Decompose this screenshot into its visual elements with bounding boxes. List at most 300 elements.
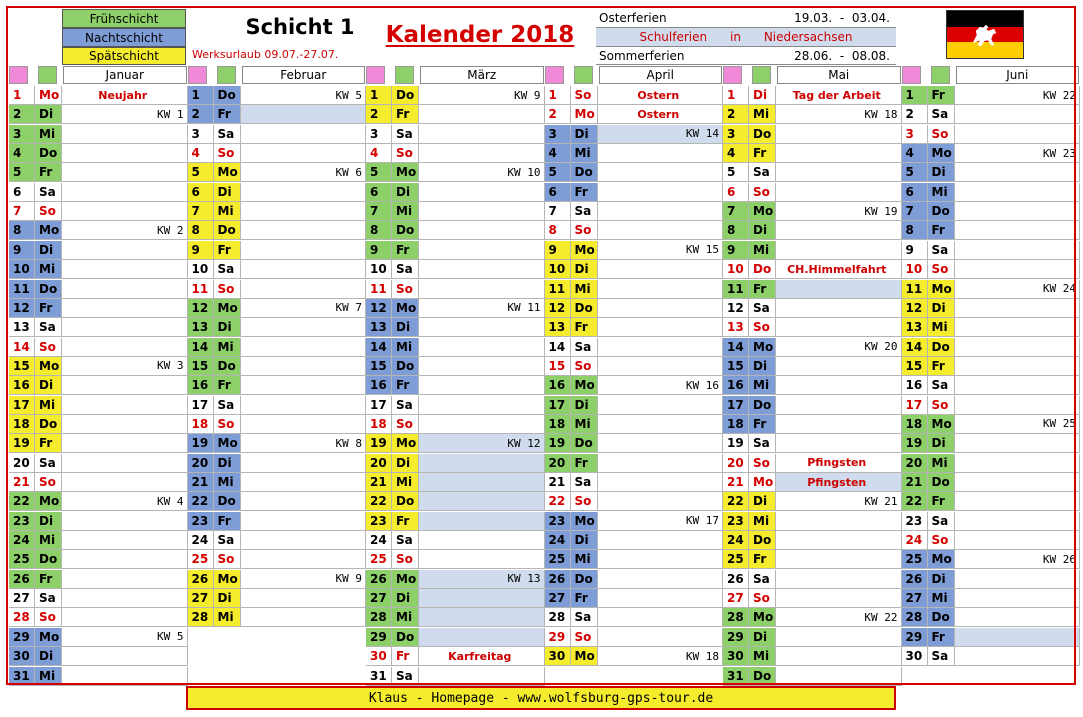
weekday: Mi	[35, 531, 62, 550]
day-number: 26	[545, 570, 571, 589]
week-info	[419, 202, 545, 221]
week-info: KW 16	[598, 376, 724, 395]
week-info	[62, 260, 188, 279]
week-info	[241, 473, 367, 492]
week-info	[776, 531, 902, 550]
weekday: Mo	[35, 628, 62, 647]
weekday: Fr	[928, 492, 955, 511]
week-info	[62, 376, 188, 395]
weekday: Fr	[35, 570, 62, 589]
day-number: 13	[902, 318, 928, 337]
weekday: Di	[392, 318, 419, 337]
weekday: Mo	[392, 299, 419, 318]
week-info	[776, 221, 902, 240]
week-info: KW 10	[419, 163, 545, 182]
week-info	[598, 260, 724, 279]
weekday: Do	[35, 550, 62, 569]
weekday: Mo	[749, 202, 776, 221]
week-info: KW 9	[241, 570, 367, 589]
weekday: So	[571, 628, 598, 647]
week-info	[62, 202, 188, 221]
weekday: Do	[749, 260, 776, 279]
weekday: Mo	[35, 492, 62, 511]
week-info: KW 22	[955, 86, 1081, 105]
week-info	[241, 144, 367, 163]
day-number: 4	[366, 144, 392, 163]
day-number: 5	[902, 163, 928, 182]
footer-homepage-link[interactable]: Klaus - Homepage - www.wolfsburg-gps-tour.de	[186, 686, 896, 710]
day-number: 2	[9, 105, 35, 124]
day-number: 30	[902, 647, 928, 666]
legend-fruehschicht: Frühschicht	[62, 9, 186, 28]
day-number: 14	[188, 338, 214, 357]
day-number: 21	[366, 473, 392, 492]
weekday: Sa	[571, 202, 598, 221]
weekday: Do	[392, 628, 419, 647]
day-number: 9	[366, 241, 392, 260]
day-number: 8	[545, 221, 571, 240]
week-info	[598, 183, 724, 202]
week-info	[776, 299, 902, 318]
week-info	[776, 570, 902, 589]
weekday: Fr	[392, 376, 419, 395]
weekday: Mi	[571, 415, 598, 434]
day-number: 1	[902, 86, 928, 105]
weekday: Di	[749, 221, 776, 240]
schulferien-row	[596, 28, 896, 47]
weekday: Do	[35, 415, 62, 434]
weekday: So	[392, 280, 419, 299]
week-info	[241, 318, 367, 337]
day-number: 10	[545, 260, 571, 279]
week-info	[776, 667, 902, 686]
weekday: Fr	[392, 647, 419, 666]
day-number: 1	[366, 86, 392, 105]
weekday: Di	[214, 183, 241, 202]
week-info	[776, 144, 902, 163]
day-number: 25	[9, 550, 35, 569]
weekday: Do	[392, 492, 419, 511]
weekday: Di	[749, 492, 776, 511]
week-info	[776, 628, 902, 647]
weekday: Sa	[749, 434, 776, 453]
day-number: 17	[723, 396, 749, 415]
week-info	[62, 415, 188, 434]
week-info	[241, 338, 367, 357]
day-number: 20	[902, 454, 928, 473]
day-number: 29	[9, 628, 35, 647]
weekday: Sa	[214, 125, 241, 144]
week-info	[62, 125, 188, 144]
week-info	[419, 221, 545, 240]
month-marker-pink	[188, 66, 207, 84]
week-info	[955, 531, 1081, 550]
week-info	[62, 144, 188, 163]
weekday: Mo	[571, 376, 598, 395]
day-number: 20	[366, 454, 392, 473]
weekday: Di	[392, 454, 419, 473]
day-number: 31	[366, 667, 392, 686]
day-number: 18	[545, 415, 571, 434]
week-info	[241, 454, 367, 473]
day-number: 24	[366, 531, 392, 550]
day-number: 5	[723, 163, 749, 182]
weekday: Mo	[392, 570, 419, 589]
weekday: Fr	[571, 318, 598, 337]
weekday: Di	[35, 105, 62, 124]
weekday: Do	[214, 492, 241, 511]
weekday: Sa	[928, 241, 955, 260]
day-number: 7	[9, 202, 35, 221]
week-info	[955, 163, 1081, 182]
day-number: 19	[723, 434, 749, 453]
week-info	[955, 105, 1081, 124]
week-info	[62, 647, 188, 666]
weekday: Mi	[392, 202, 419, 221]
weekday: Mi	[571, 144, 598, 163]
weekday: Sa	[214, 531, 241, 550]
weekday: Mo	[392, 434, 419, 453]
week-info	[955, 647, 1081, 666]
day-number: 6	[723, 183, 749, 202]
day-number: 24	[723, 531, 749, 550]
weekday: Di	[214, 589, 241, 608]
month-marker-green	[217, 66, 236, 84]
day-number: 4	[9, 144, 35, 163]
weekday: Mo	[571, 512, 598, 531]
weekday: So	[749, 589, 776, 608]
day-number: 9	[188, 241, 214, 260]
weekday: Mi	[749, 376, 776, 395]
week-info	[419, 338, 545, 357]
day-number: 13	[188, 318, 214, 337]
month-header: Juni	[956, 66, 1080, 84]
week-info	[62, 589, 188, 608]
week-info	[955, 628, 1081, 647]
weekday: Do	[571, 299, 598, 318]
week-info: KW 26	[955, 550, 1081, 569]
day-number: 13	[9, 318, 35, 337]
weekday: Mi	[214, 608, 241, 627]
weekday: Mi	[928, 454, 955, 473]
day-number: 11	[9, 280, 35, 299]
day-number: 21	[723, 473, 749, 492]
weekday: Fr	[214, 512, 241, 531]
day-number: 26	[902, 570, 928, 589]
weekday: Sa	[392, 396, 419, 415]
week-info	[419, 531, 545, 550]
weekday: Sa	[928, 376, 955, 395]
weekday: So	[571, 492, 598, 511]
day-number: 19	[902, 434, 928, 453]
day-number: 7	[366, 202, 392, 221]
week-info	[776, 647, 902, 666]
day-number: 30	[366, 647, 392, 666]
day-number: 15	[902, 357, 928, 376]
week-info	[776, 357, 902, 376]
weekday: Di	[928, 299, 955, 318]
week-info	[955, 608, 1081, 627]
week-info	[62, 570, 188, 589]
week-info	[62, 338, 188, 357]
weekday: Fr	[35, 163, 62, 182]
day-number: 16	[723, 376, 749, 395]
weekday: Fr	[392, 512, 419, 531]
day-number: 15	[723, 357, 749, 376]
day-number: 6	[902, 183, 928, 202]
week-info	[776, 280, 902, 299]
week-info	[241, 531, 367, 550]
legend-nachtschicht: Nachtschicht	[62, 28, 186, 47]
weekday: Sa	[392, 531, 419, 550]
day-number: 10	[902, 260, 928, 279]
day-number: 8	[723, 221, 749, 240]
weekday: So	[749, 454, 776, 473]
weekday: So	[214, 415, 241, 434]
day-number: 4	[545, 144, 571, 163]
day-number: 10	[723, 260, 749, 279]
day-number: 28	[902, 608, 928, 627]
week-info	[598, 396, 724, 415]
weekday: Mi	[35, 260, 62, 279]
weekday: Mi	[392, 338, 419, 357]
day-number: 22	[723, 492, 749, 511]
weekday: So	[571, 86, 598, 105]
day-number: 24	[9, 531, 35, 550]
week-info	[241, 492, 367, 511]
day-number: 1	[545, 86, 571, 105]
week-info	[955, 241, 1081, 260]
week-info	[776, 376, 902, 395]
weekday: Mi	[571, 550, 598, 569]
week-info: KW 25	[955, 415, 1081, 434]
week-info: KW 12	[419, 434, 545, 453]
day-number: 18	[188, 415, 214, 434]
day-number: 24	[545, 531, 571, 550]
weekday: Mo	[214, 163, 241, 182]
week-info	[62, 241, 188, 260]
day-number: 25	[366, 550, 392, 569]
month-marker-green	[752, 66, 771, 84]
day-number: 21	[188, 473, 214, 492]
weekday: Sa	[392, 667, 419, 686]
weekday: Fr	[35, 299, 62, 318]
week-info	[598, 338, 724, 357]
week-info	[776, 512, 902, 531]
weekday: Mo	[571, 105, 598, 124]
weekday: Mi	[749, 647, 776, 666]
day-number: 25	[545, 550, 571, 569]
day-number: 31	[723, 667, 749, 686]
week-info	[598, 163, 724, 182]
week-info	[419, 376, 545, 395]
month-marker-pink	[723, 66, 742, 84]
day-number: 11	[545, 280, 571, 299]
weekday: Di	[214, 318, 241, 337]
niedersachsen-flag-icon	[946, 10, 1024, 59]
day-number: 5	[366, 163, 392, 182]
week-info	[598, 202, 724, 221]
day-number: 26	[723, 570, 749, 589]
day-number: 27	[545, 589, 571, 608]
week-info	[62, 473, 188, 492]
weekday: Fr	[749, 550, 776, 569]
week-info	[419, 280, 545, 299]
day-number: 2	[188, 105, 214, 124]
day-number: 12	[723, 299, 749, 318]
weekday: So	[214, 280, 241, 299]
week-info	[62, 434, 188, 453]
weekday: Fr	[214, 105, 241, 124]
week-info: KW 15	[598, 241, 724, 260]
weekday: Sa	[571, 608, 598, 627]
week-info	[241, 183, 367, 202]
week-info	[955, 492, 1081, 511]
week-info	[241, 396, 367, 415]
day-number: 19	[545, 434, 571, 453]
day-number: 19	[9, 434, 35, 453]
week-info: KW 2	[62, 221, 188, 240]
day-number: 17	[366, 396, 392, 415]
day-number: 29	[366, 628, 392, 647]
day-number: 4	[902, 144, 928, 163]
weekday: Di	[928, 570, 955, 589]
week-info	[419, 608, 545, 627]
day-number: 18	[902, 415, 928, 434]
day-number: 18	[723, 415, 749, 434]
month-marker-pink	[902, 66, 921, 84]
week-info	[955, 473, 1081, 492]
week-info	[598, 608, 724, 627]
day-number: 6	[9, 183, 35, 202]
day-number: 28	[188, 608, 214, 627]
day-number: 25	[188, 550, 214, 569]
week-info	[241, 608, 367, 627]
week-info	[598, 318, 724, 337]
week-info	[776, 589, 902, 608]
day-number: 14	[9, 338, 35, 357]
week-info	[598, 454, 724, 473]
month-marker-green	[574, 66, 593, 84]
week-info	[419, 125, 545, 144]
weekday: Mo	[571, 241, 598, 260]
week-info	[419, 550, 545, 569]
week-info	[62, 396, 188, 415]
month-marker-pink	[545, 66, 564, 84]
week-info: KW 18	[598, 647, 724, 666]
week-info	[955, 589, 1081, 608]
weekday: Di	[928, 163, 955, 182]
weekday: So	[392, 415, 419, 434]
weekday: Mo	[749, 338, 776, 357]
day-number: 12	[545, 299, 571, 318]
day-number: 5	[545, 163, 571, 182]
week-info	[419, 357, 545, 376]
day-number: 27	[366, 589, 392, 608]
weekday: Fr	[928, 357, 955, 376]
week-info	[598, 628, 724, 647]
week-info	[241, 260, 367, 279]
weekday: Mi	[749, 105, 776, 124]
week-info: KW 18	[776, 105, 902, 124]
weekday: Fr	[928, 86, 955, 105]
week-info	[419, 318, 545, 337]
weekday: Di	[392, 589, 419, 608]
weekday: So	[749, 183, 776, 202]
week-info	[598, 299, 724, 318]
week-info	[419, 512, 545, 531]
day-number: 11	[902, 280, 928, 299]
weekday: Mo	[214, 299, 241, 318]
week-info	[598, 473, 724, 492]
week-info	[598, 280, 724, 299]
week-info	[241, 125, 367, 144]
week-info: KW 23	[955, 144, 1081, 163]
day-number: 22	[366, 492, 392, 511]
holiday-label: Pfingsten	[776, 454, 902, 473]
week-info	[955, 338, 1081, 357]
day-number: 9	[723, 241, 749, 260]
week-info	[955, 183, 1081, 202]
day-number: 3	[366, 125, 392, 144]
weekday: So	[749, 318, 776, 337]
weekday: Di	[571, 396, 598, 415]
weekday: Mo	[214, 570, 241, 589]
week-info: KW 3	[62, 357, 188, 376]
day-number: 7	[723, 202, 749, 221]
weekday: Mi	[749, 241, 776, 260]
weekday: Do	[35, 144, 62, 163]
day-number: 7	[902, 202, 928, 221]
day-number: 2	[902, 105, 928, 124]
week-info	[62, 183, 188, 202]
day-number: 29	[723, 628, 749, 647]
weekday: Mi	[35, 396, 62, 415]
weekday: Mi	[214, 202, 241, 221]
weekday: So	[928, 531, 955, 550]
weekday: Do	[928, 338, 955, 357]
weekday: Fr	[571, 589, 598, 608]
week-info	[419, 473, 545, 492]
week-info	[241, 202, 367, 221]
day-number: 10	[9, 260, 35, 279]
day-number: 2	[723, 105, 749, 124]
day-number: 20	[188, 454, 214, 473]
weekday: Mi	[35, 125, 62, 144]
weekday: Fr	[749, 280, 776, 299]
day-number: 15	[366, 357, 392, 376]
weekday: Sa	[928, 512, 955, 531]
weekday: Mo	[749, 608, 776, 627]
weekday: Di	[749, 628, 776, 647]
day-number: 16	[188, 376, 214, 395]
week-info	[419, 492, 545, 511]
day-number: 2	[545, 105, 571, 124]
week-info	[598, 357, 724, 376]
holiday-label: Pfingsten	[776, 473, 902, 492]
day-number: 16	[366, 376, 392, 395]
week-info	[598, 221, 724, 240]
weekday: Sa	[214, 396, 241, 415]
weekday: Mo	[749, 473, 776, 492]
day-number: 18	[9, 415, 35, 434]
week-info	[598, 550, 724, 569]
weekday: Mi	[928, 318, 955, 337]
week-info	[598, 531, 724, 550]
day-number: 11	[188, 280, 214, 299]
week-info	[776, 396, 902, 415]
day-number: 3	[545, 125, 571, 144]
